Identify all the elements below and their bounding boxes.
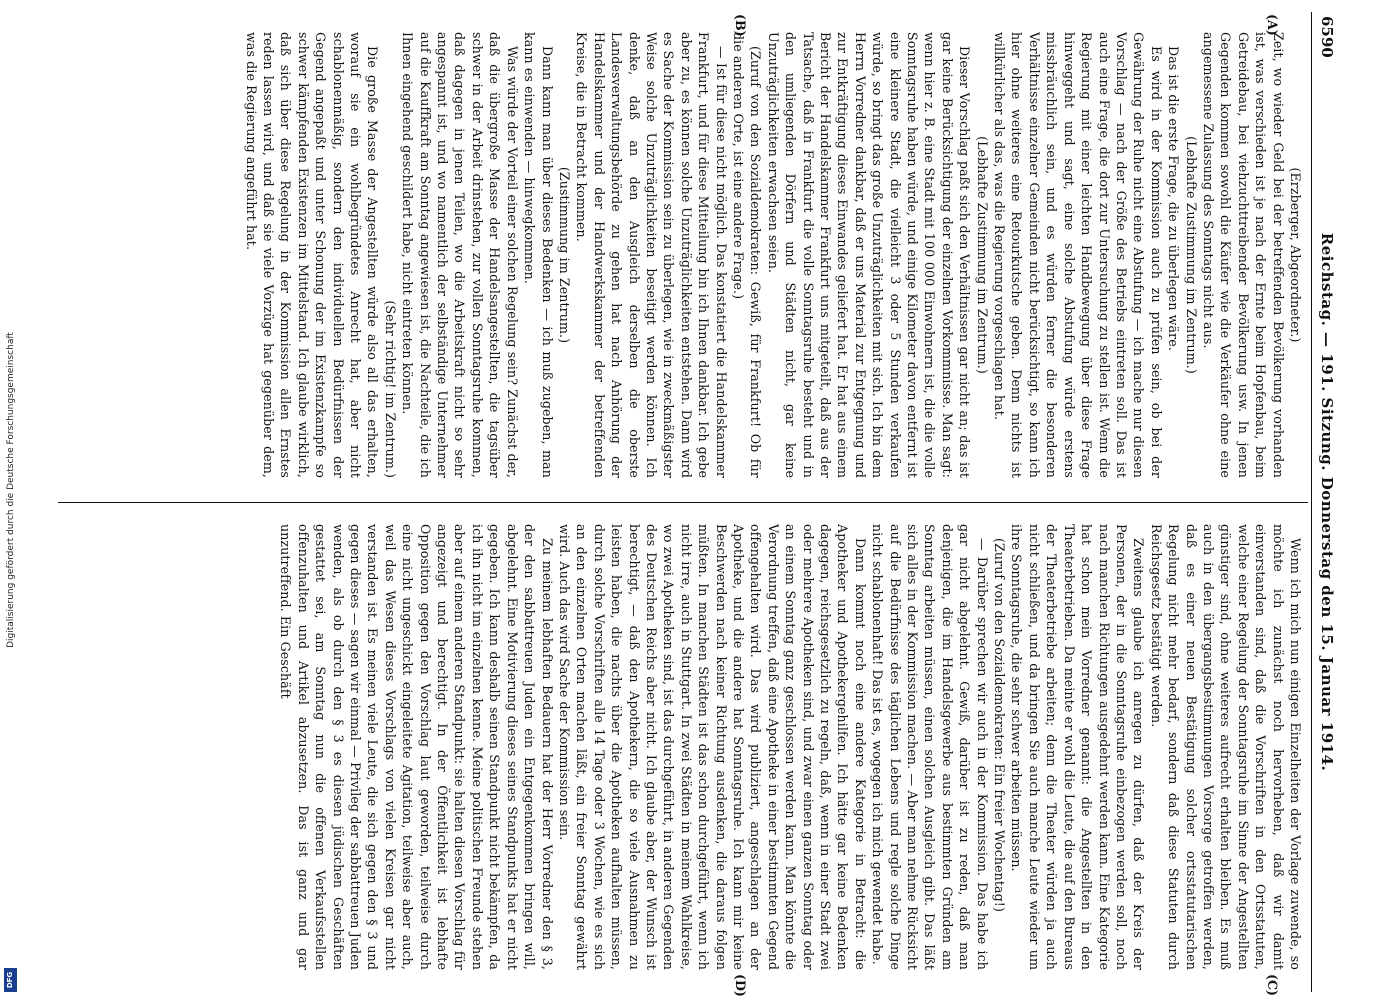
margin-marker-d: (D) bbox=[733, 974, 748, 997]
page-number: 6590 bbox=[1318, 16, 1336, 58]
margin-marker-c: (C) bbox=[1265, 974, 1280, 996]
left-column bbox=[64, 32, 1304, 478]
interjection: (Zuruf von den Sozialdemokraten: Ein freier Wochentag!) bbox=[992, 538, 1008, 912]
paragraph: Zu meinem lebhaften Bedauern hat der Herr Vorredner den § 3, der den sabbattreuen Juden ein Entgegenkommen bringen will, abgelehnt. Eine Motivierung dieses seines Standpunkts hat er nicht gegeben. Ich kann deshalb seinen Standpunkt nicht bekämpfen, da ich ihn nicht im einzelnen kenne. Meine politischen Freunde stehen aber auf einem anderen Standpunkt: sie halten diesen Vorschlag für angezeigt und berechtigt. In der Öffentlichkeit ist lebhafte Opposition gegen den Vorschlag laut geworden, teilweise durch eine nicht ungeschickt eingeleitete Agitation, teilweise aber auch, weil das Wesen dieses Vorschlags von vielen Kreisen gar nicht verstanden ist. Es meinen viele Leute, die sich gegen den § 3 und gegen dieses — sagen wir einmal — Privileg der sabbattreuen Juden wenden, als ob durch den § 3 es diesen jüdischen Geschäften gestattet sei, am Sonntag nun die offenen Verkaufsstellen offenzuhalten und Artikel abzusetzen. Das ist ganz und gar unzutreffend. Ein Geschäft bbox=[278, 524, 555, 970]
paragraph: — Ist für diese nicht möglich. Das konstatiert die Handelskammer Frankfurt, und für diese Mitteilung bin ich Ihnen dankbar. Ich gebe aber zu, es können solche Unzuträglichkeiten entstehen. Dann wird es Sache der Kommission sein zu überlegen, wie in zweckmäßigster Weise solche Unzuträglichkeiten beseitigt werden können. Ich denke, daß an den Ausgleich derselben die oberste Landesverwaltungsbehörde zu gehen hat nach Anhörung der Handelskammer und der Handwerkskammer der betreffenden Kreise, die in Betracht kommen. bbox=[574, 32, 729, 478]
interjection: (Zustimmung im Zentrum.) bbox=[556, 166, 572, 344]
interjection: (Lebhafte Zustimmung im Zentrum.) bbox=[974, 136, 990, 374]
paragraph: Es wird in der Kommission auch zu prüfen sein, ob bei der Gewährung der Ruhe nicht eine Abstufung — ich mache nur diesen Vorschlag — nach der Größe des Betriebs eintreten soll. Das ist auch eine Frage, die dort zur Untersuchung zu stellen ist. Wenn die Regierung mit einer leichten Handbewegung über diese Frage hinweggeht und sagt, eine solche Abstufung würde erstens missbräuchlich sein, und es würden ferner die besonderen Verhältnisse einzelner Gemeinden nicht berücksichtigt, so kann ich hier ohne weiteres eine Retourkutsche geben. Denn nichts ist willkürlicher als das, was die Regierung vorgeschlagen hat. bbox=[992, 32, 1164, 478]
interjection: (Sehr richtig! im Zentrum.) bbox=[382, 300, 398, 478]
margin-marker-a: (A) bbox=[1265, 14, 1280, 36]
page-title: Reichstag. — 191. Sitzung. Donnerstag den 15. Januar 1914. bbox=[1318, 232, 1336, 772]
header-rule bbox=[1311, 12, 1312, 992]
right-column bbox=[64, 524, 1304, 970]
paragraph: Zeit, wo wieder Geld bei der betreffenden Bevölkerung vorhanden ist, was verschieden ist je nach der Ernte beim Hopfenbau, beim Getreidebau, bei viehzuchttreibender Bevölkerung usw. In jenen Gegenden kommen sowohl die Käufer wie die Verkäufer ohne eine angemessene Zulassung des Sonntags nicht aus. bbox=[1200, 32, 1286, 478]
page-header bbox=[1312, 12, 1338, 992]
paragraph: — Darüber sprechen wir auch in der Kommission. Das habe ich gar nicht abgelehnt. Gewiß, darüber ist zu reden, daß man denjenigen, die im Handelsgewerbe aus bestimmten Gründen am Sonntag arbeiten müssen, einen solchen Ausgleich gibt. Das läßt sich alles in der Kommission machen. — Aber man nehme Rücksicht auf die Bedürfnisse des täglichen Lebens und regle solche Dinge nicht schablonenhaft! Das ist es, wogegen ich mich gewendet habe. bbox=[870, 524, 990, 970]
speaker-line: (Erzberger, Abgeordneter.) bbox=[1288, 167, 1303, 343]
paragraph: Dieser Vorschlag paßt sich den Verhältnissen gar nicht an; das ist gar keine Berücksichtigung der einzelnen Vorkommnisse. Man sagt: wenn hier z. B. eine Stadt mit 100 000 Einwohnern ist, die die volle Sonntagsruhe haben würde, und einige Kilometer davon entfernt ist eine kleinere Stadt, die vielleicht 3 oder 5 Stunden verkaufen würde, so bringt das große Unzuträglichkeiten mit sich. Ich bin dem Herrn Vorredner dankbar, daß er uns Material zur Entgegnung und zur Entkräftigung dieses Einwandes geliefert hat. Er hat aus einem Bericht der Handelskammer Frankfurt uns mitgeteilt, daß aus der Tatsache, daß in Frankfurt die volle Sonntagsruhe besteht und in den umliegenden Dörfern und Städten nicht, gar keine Unzuträglichkeiten erwachsen seien. bbox=[765, 32, 973, 478]
margin-marker-b: (B) bbox=[733, 14, 748, 37]
paragraph: Das ist die erste Frage, die zu überlegen wäre. bbox=[1166, 46, 1182, 351]
paragraph: Wenn ich mich nun einigen Einzelheiten der Vorlage zuwende, so möchte ich zunächst noch hervorheben, daß wir damit einverstanden sind, daß die Vorschriften in den Ortsstatuten, welche einer Regelung der Sonntagsruhe im Sinne der Angestellten günstiger sind, ohne weiteres aufrecht erhalten bleiben. Es muß auch in den übergangsbestimmungen Vorsorge getroffen werden, daß es einer neuen Bestätigung solcher ortsstatutarischen Regelung nicht mehr bedarf, sondern daß diese Statuten durch Reichsgesetz bestätigt werden. bbox=[1148, 524, 1303, 970]
credit-text: Digitalisierung gefördert durch die Deutsche Forschungsgemeinschaft bbox=[6, 332, 16, 648]
paragraph: Die große Masse der Angestellten würde also all das erhalten, worauf sie ein wohlbegründetes Anrecht hat, aber nicht schablonenmäßig, sondern den individuellen Bedürfnissen der Gegend angepaßt und unter Schonung der im Existenzkampfe so schwer kämpfenden Existenzen im Mittelstand. Ich glaube wirklich, daß sich über diese Regelung in der Kommission allen Ernstes reden lassen wird, und daß sie viele Vorzüge hat gegenüber dem, was die Regierung angeführt hat. bbox=[243, 32, 381, 478]
paragraph: Was würde der Vorteil einer solchen Regelung sein? Zunächst der, daß die übergroße Masse der Handelsangestellten, die tagsüber schwer in der Arbeit drinstehen, zur vollen Sonntagsruhe kommen, daß dagegen in jenen Teilen, wo die Arbeitskraft nicht so sehr angespannt ist, und wo namentlich der selbständige Unternehmer auf die Kauffkraft am Sonntag angewiesen ist, die Nachteile, die ich Ihnen eingehend geschildert habe, nicht eintreten können. bbox=[400, 32, 520, 478]
rotated-page bbox=[48, 12, 1338, 997]
digitization-credit bbox=[4, 0, 18, 1000]
dfg-logo-icon: DFG bbox=[4, 968, 17, 992]
interjection: (Zuruf von den Sozialdemokraten: Gewiß, für Frankfurt! Ob für die anderen Orte, ist eine andere Frage.) bbox=[731, 32, 764, 478]
paragraph: Dann kann man über dieses Bedenken — ich muß zugeben, man kann es einwenden — hinwegkommen. bbox=[522, 32, 555, 478]
paragraph: Zweitens glaube ich anregen zu dürfen, daß der Kreis der Personen, der in die Sonntagsruhe einbezogen werden soll, noch nach manchen Richtungen ausgedehnt werden kann. Eine Kategorie hat schon mein Vorredner genannt: die Angestellten in den Theaterbetrieben. Da meinte er wohl die Leute, die auf den Bureaus der Theaterbetriebe arbeiten; denn die Theater würden ja auch nicht schließen, und da bringen Sie auch manche Leute wieder um ihre Sonntagsruhe, die sehr schwer arbeiten müssen. bbox=[1009, 524, 1147, 970]
interjection: (Lebhafte Zustimmung im Zentrum.) bbox=[1183, 136, 1199, 374]
column-divider bbox=[58, 502, 1308, 503]
paragraph: Dann kommt noch eine andere Kategorie in Betracht: die Apotheker und Apothekergehilfen. Ich hätte gar keine Bedenken dagegen, reichsgesetzlich zu regeln, daß, wenn in einer Stadt zwei oder mehrere Apotheken sind, und zwar einen ganzen Sonntag oder an einem Sonntag ganz geschlossen werden kann. Man könnte die Verordnung treffen, daß eine Apotheke in einer bestimmten Gegend offengehalten wird. Das wird publiziert, angeschlagen an der Apotheke, und die andere hat Sonntagsruhe. Ich kann mir keine Beschwerden nach keiner Richtung ausdenken, die daraus folgen müßten. In manchen Städten ist das schon durchgeführt, wenn ich nicht irre, auch in Stuttgart. In zwei Städten in meinem Wahlkreise, wo zwei Apotheken sind, ist das durchgeführt, in anderen Gegenden des Deutschen Reichs aber nicht. Ich glaube aber, der Wunsch ist berechtigt, — daß den Apothekern, die so viele Ausnahmen zu leisten haben, die nachts über die Apotheken aufhalten müssen, durch solche Vorschriften alle 14 Tage oder 3 Wochen, wie es sich an den einzelnen Orten machen läßt, ein freier Sonntag gewährt wird. Auch das wird Sache der Kommission sein. bbox=[556, 524, 868, 970]
